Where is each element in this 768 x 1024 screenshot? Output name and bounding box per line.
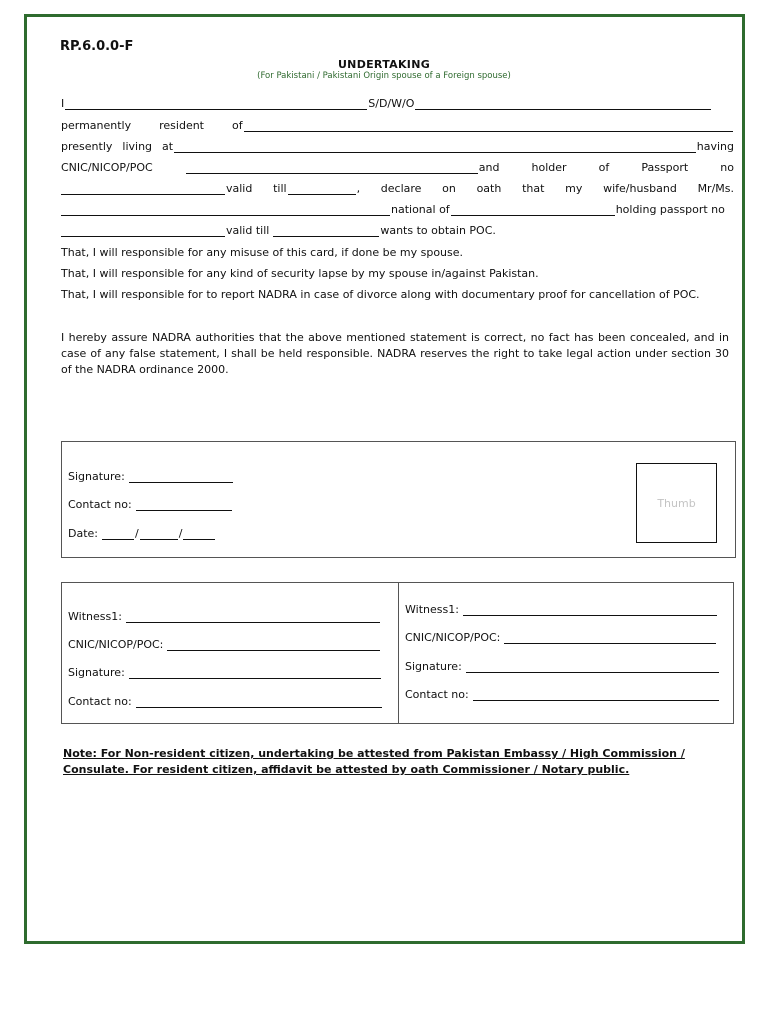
comma: , [356,182,361,195]
name-field[interactable] [65,98,367,110]
spouse-name-field[interactable] [61,204,390,216]
witness-1-name-field[interactable] [126,611,380,623]
witness-1-signature-field[interactable] [129,667,381,679]
at-label: at [162,140,174,153]
declaration-line-5 [61,179,734,195]
of-label: of [232,119,243,132]
spouse-passport-field[interactable] [61,225,225,237]
witness-2-contact-label: Contact no: [405,688,469,701]
attestation-note: Note: For Non-resident citizen, undertaking be attested from Pakistan Embassy / High Commission / Consulate. For resident citizen, affidavit be attested by oath Commissioner / Notary public. [63,747,685,776]
declaration-line-7 [61,221,734,237]
till-label: till [273,182,287,195]
wants-label: wants to obtain POC. [380,224,496,237]
witness-1-contact-label: Contact no: [68,695,132,708]
assurance-paragraph: I hereby assure NADRA authorities that the above mentioned statement is correct, no fact has been concealed, and in case of any false statement, I shall be held responsible. NADRA reserves the right to take legal action under section 30 of the NADRA ordinance 2000. [61,331,729,376]
wifehusband-label: wife/husband [603,182,677,195]
no-label: no [720,161,734,174]
witness-2-name-field[interactable] [463,604,717,616]
declaration-line-2 [61,116,734,132]
spouse-valid-till-field[interactable] [273,225,379,237]
date-separator: / [135,527,139,540]
date-label: Date: [68,527,98,540]
presently-label: presently [61,140,113,153]
present-address-field[interactable] [174,141,696,153]
thumb-label: Thumb [657,496,696,510]
witness-2-cnic-label: CNIC/NICOP/POC: [405,631,501,644]
holding-label: holding passport no [615,203,725,216]
national-label: national of [391,203,450,216]
date-separator: / [178,527,183,540]
sdw-label: S/D/W/O [368,97,415,110]
witness-1-cnic-row [68,638,381,651]
witness-2-cnic-field[interactable] [504,632,716,644]
of2-label: of [598,161,610,174]
witness-1-signature-label: Signature: [68,666,125,679]
declaration-line-1 [61,94,734,110]
declaration-line-3 [61,137,734,153]
relation-name-field[interactable] [415,98,711,110]
valid-label: valid [226,182,253,195]
date-month-field[interactable] [140,528,178,540]
that-label: that [522,182,545,195]
my-label: my [565,182,583,195]
witness-1-label: Witness1: [68,610,122,623]
statement-2-text: That, I will responsible for any kind of security lapse by my spouse in/against Pakistan. [61,267,539,280]
cnic-label: CNIC/NICOP/POC [61,161,153,174]
statement-2 [61,264,734,280]
living-label: living [122,140,153,153]
on-label: on [442,182,456,195]
signature-field[interactable] [129,471,233,483]
holder-label: holder [531,161,567,174]
valid-till-field[interactable] [288,183,356,195]
statement-1 [61,243,734,259]
contact-label: Contact no: [68,498,132,511]
witness-2-signature-field[interactable] [466,661,719,673]
passport-no-field[interactable] [61,183,225,195]
statement-3-text: That, I will responsible for to report NADRA in case of divorce along with documentary proof for cancellation of POC. [61,288,700,301]
statement-3 [61,285,734,301]
witness-1-cnic-field[interactable] [167,639,380,651]
signature-label: Signature: [68,470,125,483]
declaration-line-6 [61,200,734,216]
witness-divider [398,582,399,724]
passport-label: Passport [641,161,689,174]
permanent-address-field[interactable] [244,120,733,132]
i-label: I [61,97,65,110]
contact-row [68,498,233,511]
witness-1-name-row [68,610,381,623]
statement-1-text: That, I will responsible for any misuse of this card, if done be my spouse. [61,246,464,259]
witness-1-contact-field[interactable] [136,696,382,708]
cnic-field[interactable] [186,162,478,174]
witness-1-cnic-label: CNIC/NICOP/POC: [68,638,164,651]
contact-field[interactable] [136,499,232,511]
form-code: RP.6.0.0-F [60,39,134,54]
witness-1-contact-row [68,695,383,708]
nationality-field[interactable] [451,204,615,216]
signature-row [68,470,234,483]
witness-2-signature-row [405,660,720,673]
resident-label: resident [159,119,204,132]
having-label: having [696,140,734,153]
date-day-field[interactable] [102,528,134,540]
witness-2-signature-label: Signature: [405,660,462,673]
witness-2-contact-field[interactable] [473,689,719,701]
witness-2-cnic-row [405,631,717,644]
date-year-field[interactable] [183,528,215,540]
permanently-label: permanently [61,119,132,132]
oath-label: oath [476,182,502,195]
validtill-label: valid till [226,224,270,237]
page-subtitle: (For Pakistani / Pakistani Origin spouse of a Foreign spouse) [257,71,511,81]
and-label: and [478,161,500,174]
witness-2-label: Witness1: [405,603,459,616]
mrms-label: Mr/Ms. [697,182,734,195]
witness-1-signature-row [68,666,382,679]
date-row [68,527,216,540]
declaration-line-4 [61,158,734,174]
witness-2-name-row [405,603,718,616]
page-title: UNDERTAKING [337,58,431,71]
thumb-box[interactable] [636,463,717,543]
witness-2-contact-row [405,688,720,701]
declare-label: declare [380,182,422,195]
